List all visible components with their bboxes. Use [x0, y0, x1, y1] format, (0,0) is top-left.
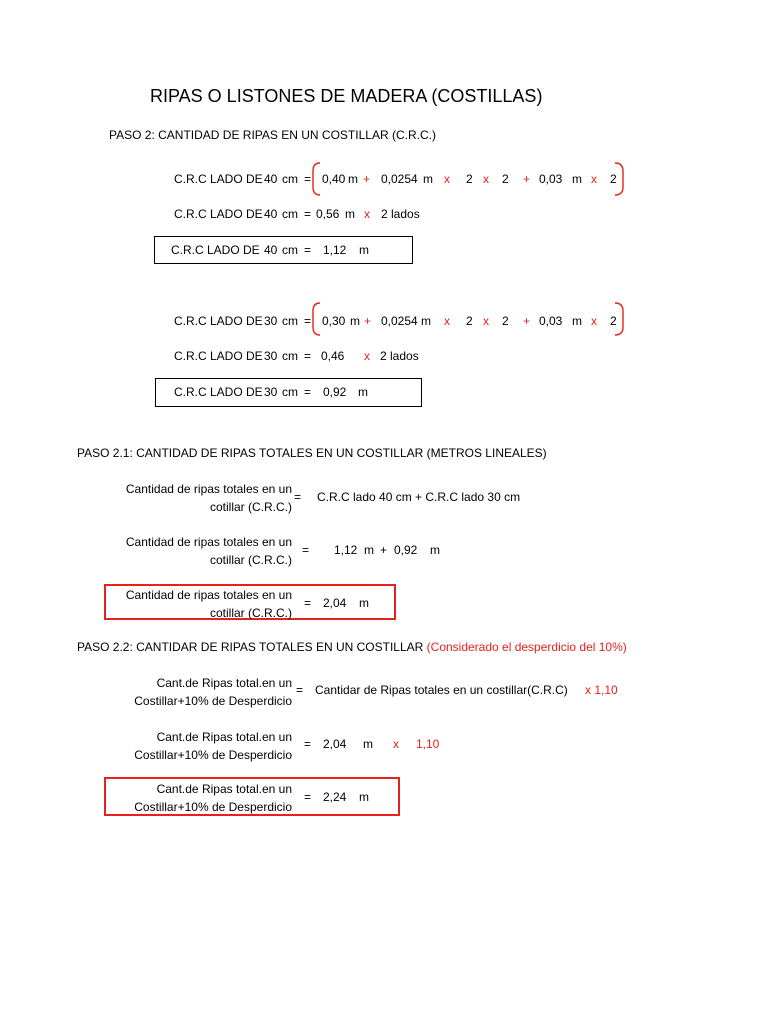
paso22-row3-eq: =	[304, 790, 312, 804]
lado30-result-label: C.R.C LADO DE	[174, 385, 263, 399]
lado40-b-unit: m	[423, 172, 433, 186]
paso21-row2-eq: =	[302, 543, 310, 557]
paso22-row2-label	[134, 728, 292, 764]
lado30-x1: x	[444, 314, 450, 328]
lado30-label: C.R.C LADO DE	[174, 314, 263, 328]
lado40-x1: x	[444, 172, 450, 186]
lado40-eq2-size: 40	[264, 207, 278, 221]
paso22-row1-label-line2: Costillar+10% de Desperdicio	[134, 694, 292, 708]
lado40-eq2-eq: =	[304, 207, 312, 221]
paso21-row2-b: 0,92	[394, 543, 418, 557]
paso22-row3-label-line2: Costillar+10% de Desperdicio	[134, 800, 292, 814]
lado30-b: 0,0254	[381, 314, 418, 328]
lado40-result-value: 1,12	[323, 243, 347, 257]
lado30-eq2-size: 30	[264, 349, 278, 363]
paso21-row2-b-unit: m	[430, 543, 440, 557]
lado40-n1: 2	[466, 172, 473, 186]
lado30-n1: 2	[466, 314, 473, 328]
lado40-unit: cm	[282, 172, 298, 186]
paso22-heading	[77, 640, 627, 654]
lado40-a: 0,40	[322, 172, 346, 186]
paso21-row3-eq: =	[304, 596, 312, 610]
paso21-row2-label	[126, 533, 292, 569]
lado30-eq2-label: C.R.C LADO DE	[174, 349, 263, 363]
lado40-open-bracket	[312, 162, 322, 196]
paso22-row1-label-line1: Cant.de Ripas total.en un	[156, 676, 292, 690]
lado40-x3: x	[591, 172, 597, 186]
paso22-row2-label-line2: Costillar+10% de Desperdicio	[134, 748, 292, 762]
lado30-open-bracket	[312, 302, 322, 336]
paso21-row1-eq: =	[294, 490, 302, 504]
paso22-heading-note: (Considerado el desperdicio del 10%)	[426, 640, 627, 654]
paso21-row3-value: 2,04	[323, 596, 347, 610]
lado30-a-unit: m	[350, 314, 360, 328]
lado30-eq2-eq: =	[304, 349, 312, 363]
lado40-x2: x	[483, 172, 489, 186]
lado40-close-bracket	[614, 162, 624, 196]
paso21-row2-label-line2: cotillar (C.R.C.)	[209, 553, 292, 567]
lado40-result-eq: =	[304, 243, 312, 257]
paso21-row1-label	[126, 480, 292, 516]
paso21-row1-label-line2: cotillar (C.R.C.)	[209, 500, 292, 514]
lado30-close-bracket	[614, 302, 624, 336]
lado30-eq2-lados: 2 lados	[380, 349, 419, 363]
lado30-x3: x	[591, 314, 597, 328]
lado30-unit: cm	[282, 314, 298, 328]
lado30-eq2-value: 0,46	[321, 349, 345, 363]
paso21-row1-label-line1: Cantidad de ripas totales en un	[125, 482, 292, 496]
lado30-size: 30	[264, 314, 278, 328]
lado30-a: 0,30	[322, 314, 346, 328]
paso22-row3-label-line1: Cant.de Ripas total.en un	[156, 782, 292, 796]
lado40-size: 40	[264, 172, 278, 186]
paso22-row2-label-line1: Cant.de Ripas total.en un	[156, 730, 292, 744]
paso22-row2-eq: =	[304, 737, 312, 751]
lado30-c: 0,03	[539, 314, 563, 328]
paso22-row2-unit: m	[363, 737, 373, 751]
lado40-eq2-label: C.R.C LADO DE	[174, 207, 263, 221]
lado40-eq2-value: 0,56	[316, 207, 340, 221]
lado40-eq2-unit-m: m	[345, 207, 355, 221]
lado30-result-value: 0,92	[323, 385, 347, 399]
paso22-row3-label	[134, 780, 292, 816]
paso21-heading: PASO 2.1: CANTIDAD DE RIPAS TOTALES EN UN COSTILLAR (METROS LINEALES)	[77, 446, 547, 460]
lado30-plus2: +	[523, 314, 531, 328]
paso22-row2-value: 2,04	[323, 737, 347, 751]
paso22-row2-factor: 1,10	[416, 737, 440, 751]
lado40-result-unit: m	[359, 243, 369, 257]
paso21-row2-a-unit: m	[364, 543, 374, 557]
lado30-eq2-unit: cm	[282, 349, 298, 363]
lado30-n2: 2	[502, 314, 509, 328]
lado30-result-unit-cm: cm	[282, 385, 298, 399]
lado30-result-eq: =	[304, 385, 312, 399]
paso21-row2-plus: +	[380, 543, 388, 557]
paso22-row2-x: x	[393, 737, 399, 751]
lado40-n2: 2	[502, 172, 509, 186]
lado40-label: C.R.C LADO DE	[174, 172, 263, 186]
lado40-eq2-x: x	[364, 207, 370, 221]
lado30-x2: x	[483, 314, 489, 328]
paso22-heading-text: PASO 2.2: CANTIDAR DE RIPAS TOTALES EN UN COSTILLAR	[77, 640, 424, 654]
lado30-b-unit: m	[421, 314, 431, 328]
lado40-eq2-lados: 2 lados	[381, 207, 420, 221]
paso22-row3-value: 2,24	[323, 790, 347, 804]
lado40-eq: =	[304, 172, 312, 186]
page-title: RIPAS O LISTONES DE MADERA (COSTILLAS)	[150, 86, 543, 106]
paso2-heading: PASO 2: CANTIDAD DE RIPAS EN UN COSTILLAR (C.R.C.)	[109, 128, 436, 142]
lado30-plus1: +	[364, 314, 372, 328]
paso22-row1-factor: x 1,10	[585, 683, 618, 697]
paso21-row3-unit: m	[359, 596, 369, 610]
paso21-row2-label-line1: Cantidad de ripas totales en un	[125, 535, 292, 549]
paso21-row1-expr: C.R.C lado 40 cm + C.R.C lado 30 cm	[317, 490, 521, 504]
paso22-row1-text: Cantidar de Ripas totales en un costillar(C.R.C)	[315, 683, 568, 697]
lado40-plus1: +	[363, 172, 371, 186]
paso22-row1-label	[134, 674, 292, 710]
lado40-eq2-unit: cm	[282, 207, 298, 221]
paso22-row3-unit: m	[359, 790, 369, 804]
paso22-row1-eq: =	[296, 683, 304, 697]
lado30-result-unit: m	[358, 385, 368, 399]
paso21-row3-label-line1: Cantidad de ripas totales en un	[125, 588, 292, 602]
lado30-n3: 2	[610, 314, 617, 328]
lado40-a-unit: m	[348, 172, 358, 186]
lado40-n3: 2	[610, 172, 617, 186]
lado40-c: 0,03	[539, 172, 563, 186]
paso21-row2-a: 1,12	[334, 543, 358, 557]
lado40-b: 0,0254	[381, 172, 418, 186]
lado40-result-label: C.R.C LADO DE	[171, 243, 260, 257]
lado40-plus2: +	[523, 172, 531, 186]
lado40-result-size: 40	[264, 243, 278, 257]
lado40-c-unit: m	[572, 172, 582, 186]
lado30-eq: =	[304, 314, 312, 328]
paso21-row3-label-line2: cotillar (C.R.C.)	[209, 606, 292, 620]
lado30-c-unit: m	[572, 314, 582, 328]
lado30-result-size: 30	[264, 385, 278, 399]
lado40-result-unit-cm: cm	[282, 243, 298, 257]
lado30-eq2-x: x	[364, 349, 370, 363]
paso21-row3-label	[126, 586, 292, 622]
